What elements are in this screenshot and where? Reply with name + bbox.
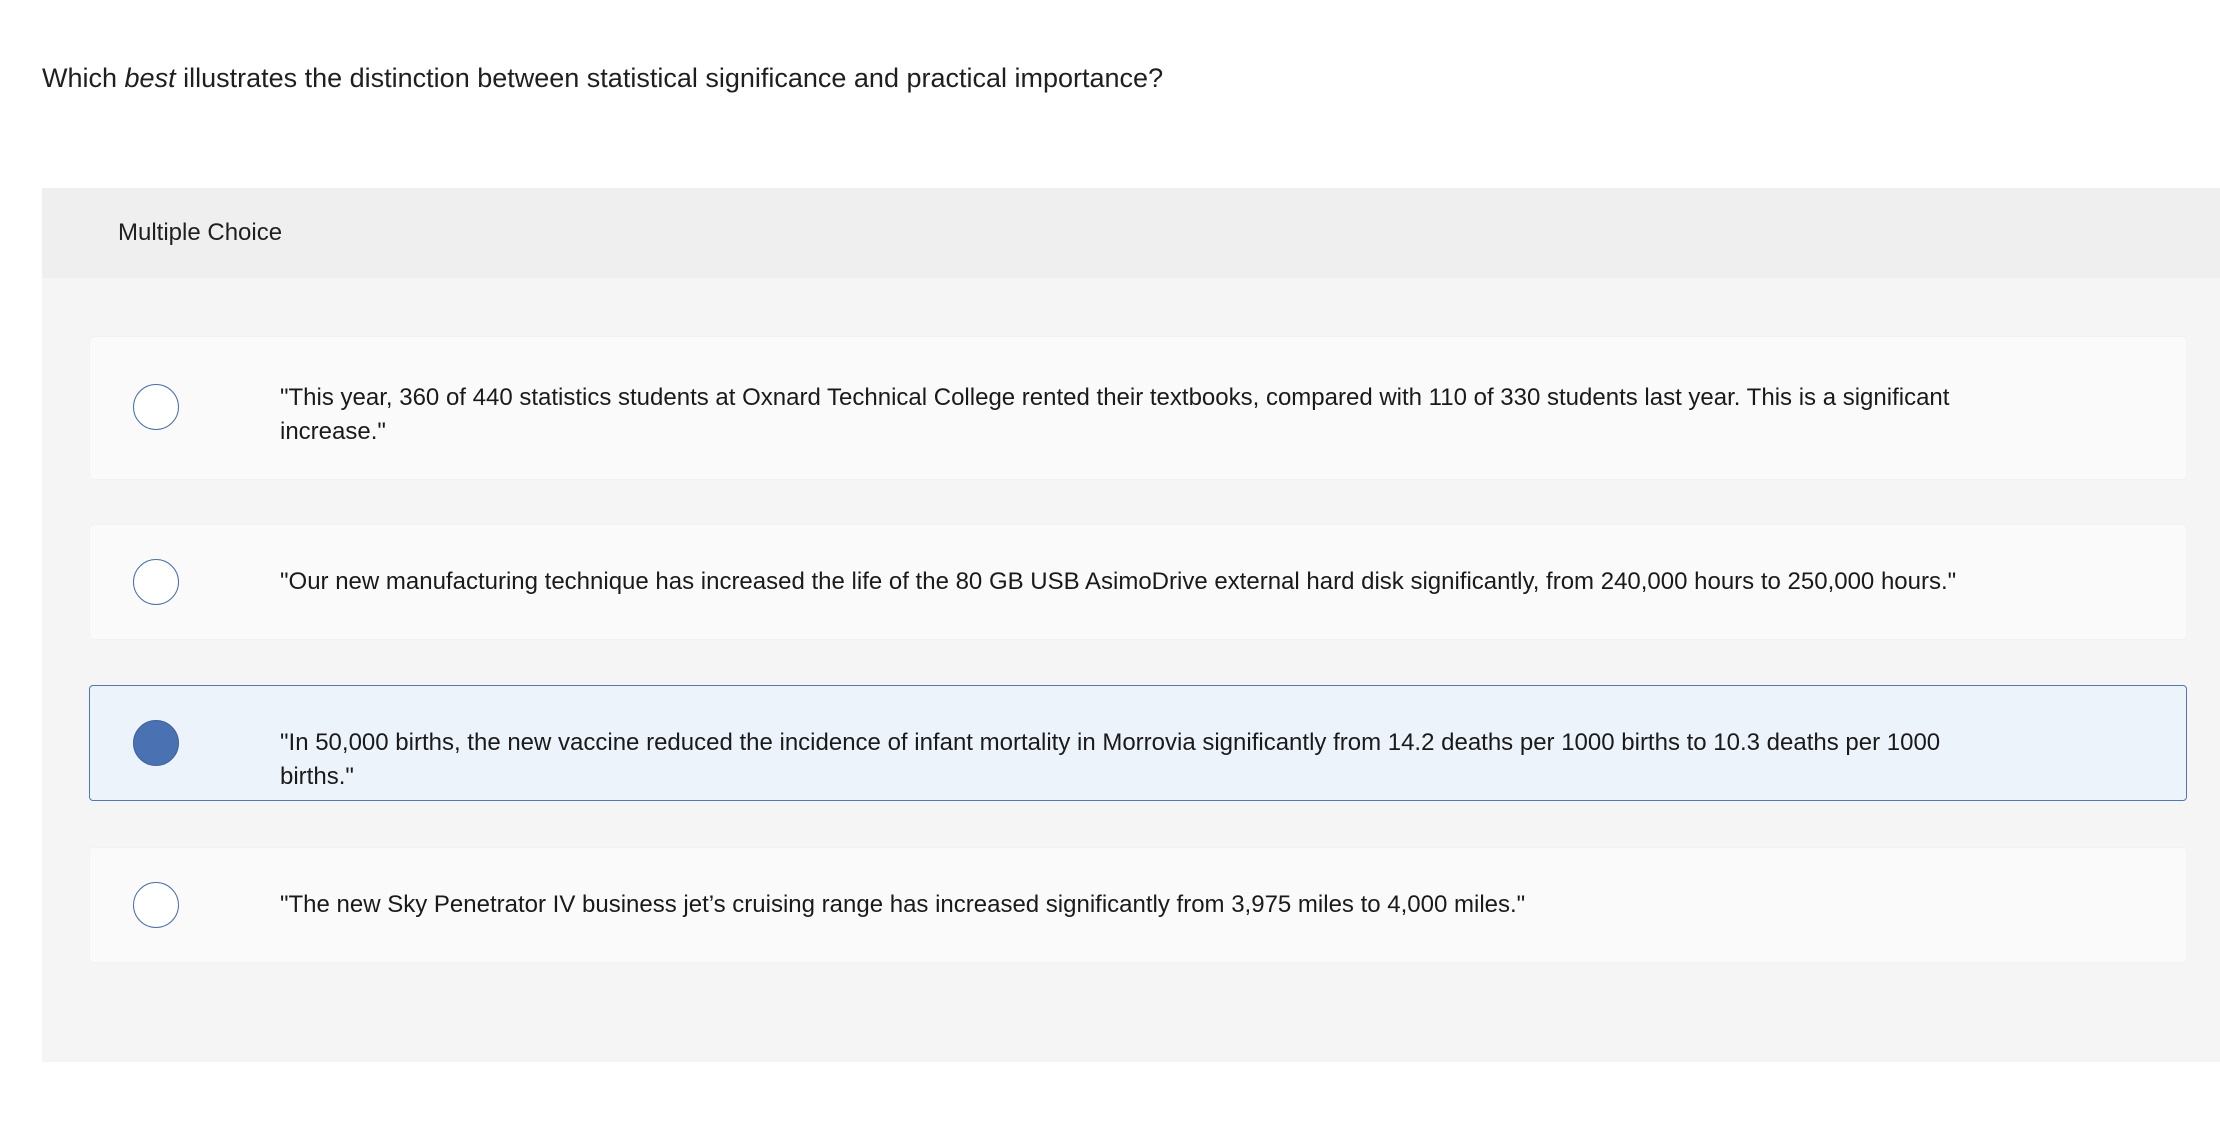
answer-option-text: "Our new manufacturing technique has increased the life of the 80 GB USB AsimoDrive external hard disk significantly, from 240,000 hours to 250,000 hours." xyxy=(280,568,1957,595)
multiple-choice-label: Multiple Choice xyxy=(118,219,283,246)
radio-button[interactable] xyxy=(133,882,179,928)
question-prefix: Which xyxy=(42,63,125,93)
question-emphasis: best xyxy=(124,63,176,93)
question-prompt xyxy=(42,58,1163,98)
question-suffix: illustrates the distinction between statistical significance and practical importance? xyxy=(175,63,1164,93)
answer-option-text: "In 50,000 births, the new vaccine reduced the incidence of infant mortality in Morrovia significantly from 14.2 deaths per 1000 births to 10.3 deaths per 1000 births." xyxy=(280,729,1941,790)
answer-option-3[interactable] xyxy=(89,685,2187,801)
answer-option-text: "The new Sky Penetrator IV business jet’s cruising range has increased significantly from 3,975 miles to 4,000 miles." xyxy=(280,891,1526,918)
answer-option-text: "This year, 360 of 440 statistics students at Oxnard Technical College rented their textbooks, compared with 110 of 330 students last year. This is a significant increase." xyxy=(280,384,1950,445)
answer-option-2[interactable] xyxy=(89,524,2187,640)
answer-option-1[interactable] xyxy=(89,336,2187,480)
radio-button[interactable] xyxy=(133,384,179,430)
radio-button[interactable] xyxy=(133,559,179,605)
radio-button[interactable] xyxy=(133,720,179,766)
answer-option-4[interactable] xyxy=(89,847,2187,963)
multiple-choice-header xyxy=(42,188,2220,278)
multiple-choice-panel xyxy=(42,188,2220,1062)
